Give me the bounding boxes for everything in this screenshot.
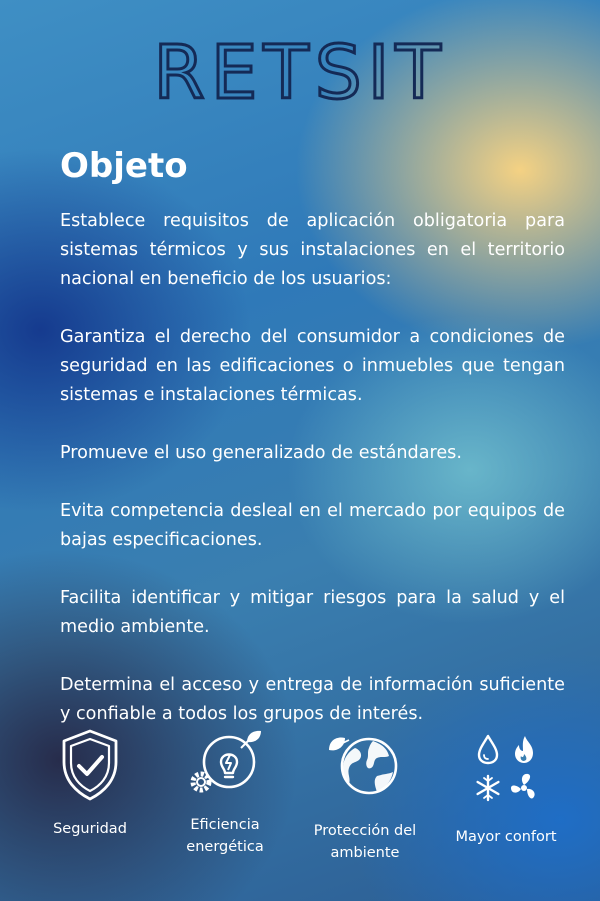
earth-leaf-icon <box>325 728 405 802</box>
feature-label: energética <box>186 839 264 855</box>
feature-label: Seguridad <box>53 821 127 837</box>
feature-label: Eficiencia <box>190 817 260 833</box>
feature-label: Protección del <box>313 823 417 839</box>
section-heading: Objeto <box>60 146 188 186</box>
feature-label: Mayor confort <box>455 829 557 845</box>
water-drop-icon <box>479 736 497 763</box>
shield-check-icon <box>59 728 121 802</box>
fan-icon <box>511 774 535 799</box>
paragraph-competition: Evita competencia desleal en el mercado por equipos de bajas especificaciones. <box>60 501 565 550</box>
comfort-elements-icon <box>466 728 546 808</box>
flame-icon <box>515 736 533 763</box>
objective-text <box>60 207 565 758</box>
paragraph-safety: Garantiza el derecho del consumidor a condiciones de seguridad en las edificaciones o inmuebles que tengan sistemas e instalaciones térmicas. <box>60 327 565 405</box>
paragraph-standards: Promueve el uso generalizado de estándares. <box>60 443 462 463</box>
features-row <box>0 728 600 878</box>
feature-efficiency <box>155 728 295 858</box>
energy-efficiency-icon <box>185 728 265 802</box>
feature-label: ambiente <box>330 845 400 861</box>
feature-safety <box>20 728 160 840</box>
paragraph-information: Determina el acceso y entrega de información suficiente y confiable a todos los grupos de interés. <box>60 675 565 724</box>
feature-comfort <box>436 728 576 848</box>
feature-environment <box>295 728 435 864</box>
brand-logo: RETSIT <box>153 30 447 116</box>
snowflake-icon <box>478 776 499 800</box>
paragraph-intro: Establece requisitos de aplicación obligatoria para sistemas térmicos y sus instalaciones en el territorio nacional en beneficio de los usuarios: <box>60 211 565 289</box>
paragraph-risks: Facilita identificar y mitigar riesgos para la salud y el medio ambiente. <box>60 588 565 637</box>
